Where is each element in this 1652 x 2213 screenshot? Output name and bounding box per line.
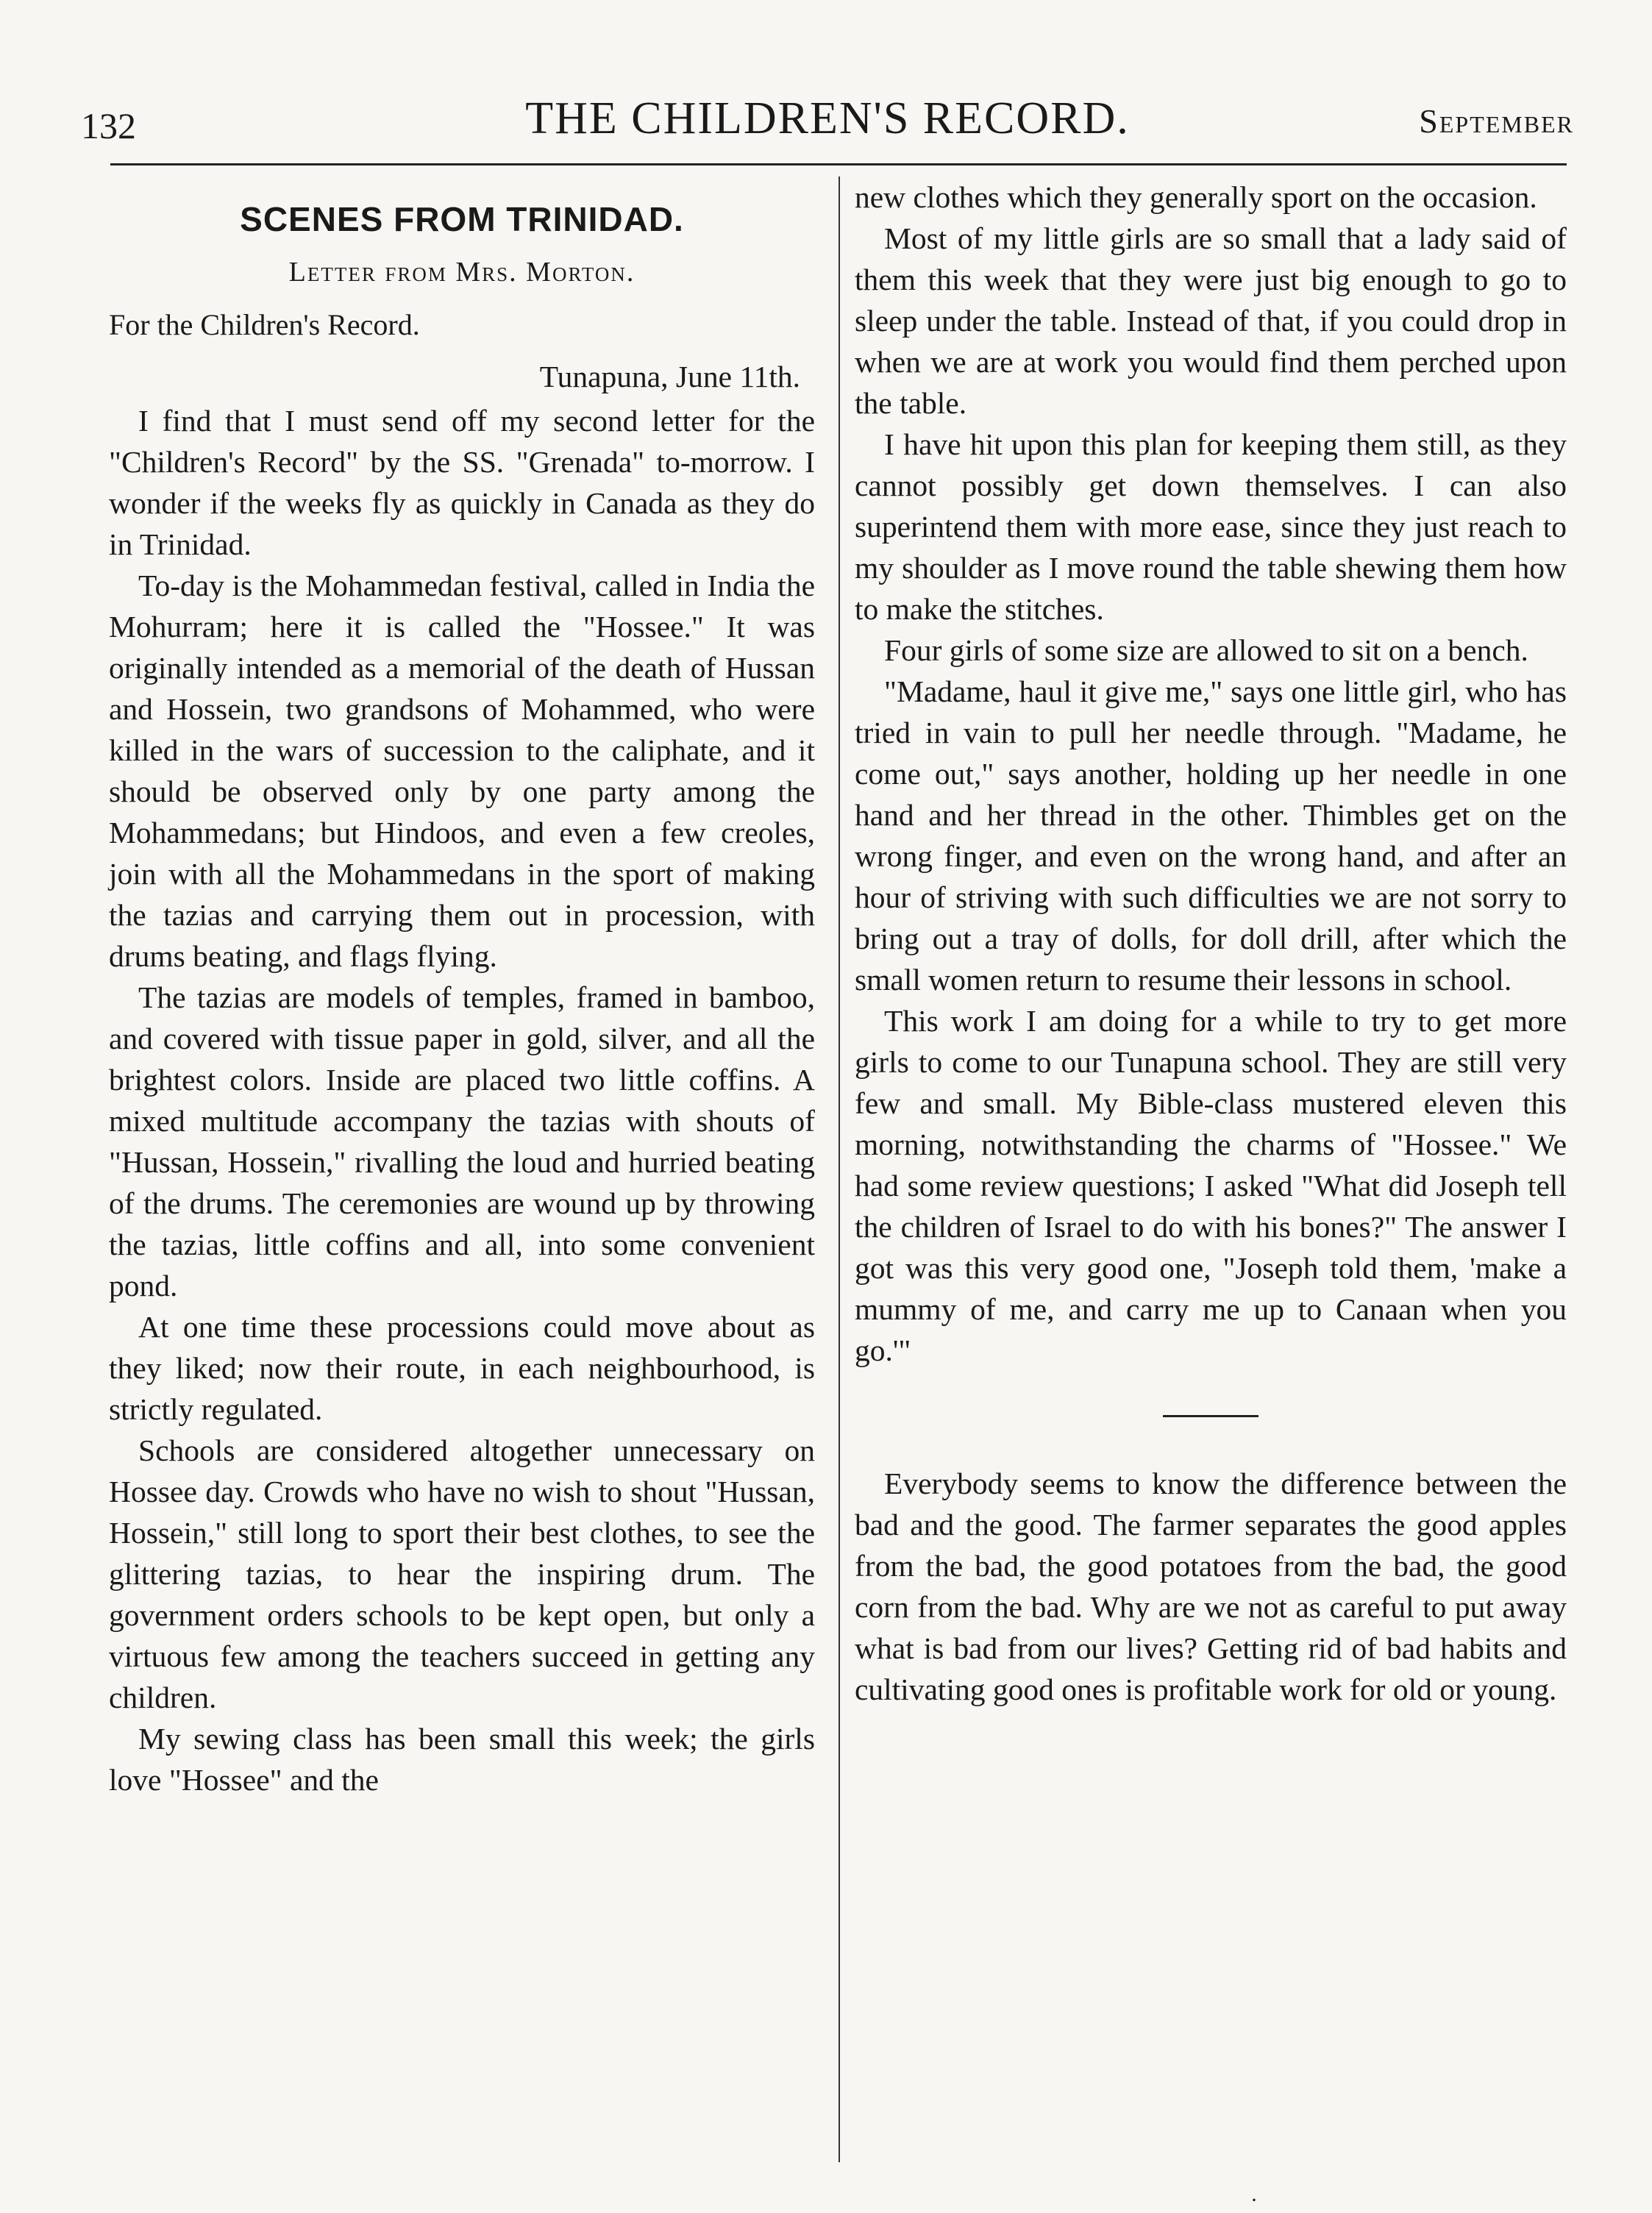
left-column <box>109 184 815 1800</box>
article-byline: Letter from Mrs. Morton. <box>288 257 635 288</box>
article-paragraph: I have hit upon this plan for keeping them still, as they cannot possibly get down themselves. I can also superintend them with more ease, since they just reach to my shoulder as I move round the table shewing them how to make the stitches. <box>855 427 1567 626</box>
article-paragraph: My sewing class has been small this week; the girls love "Hossee" and the <box>109 1722 815 1797</box>
article-paragraph: Schools are considered altogether unnecessary on Hossee day. Crowds who have no wish to shout "Hussan, Hossein," still long to sport their best clothes, to see the glittering tazias, to hear the inspiring drum. The government orders schools to be kept open, but only a virtuous few among the teachers succeed in getting any children. <box>109 1433 815 1714</box>
article-paragraph: Four girls of some size are allowed to sit on a bench. <box>884 633 1528 667</box>
article-title: SCENES FROM TRINIDAD. <box>240 200 684 238</box>
section-divider <box>1163 1415 1258 1417</box>
article-paragraph: This work I am doing for a while to try to get more girls to come to our Tunapuna school. They are still very few and small. My Bible-class mustered eleven this morning, notwithstanding the charms of "Hossee." We had some review questions; I asked "What did Joseph tell the children of Israel to do with his bones?" The answer I got was this very good one, "Joseph told them, 'make a mummy of me, and carry me up to Canaan when you go.'" <box>855 1004 1567 1367</box>
article-paragraph: Most of my little girls are so small that a lady said of them this week that they were just big enough to go to sleep under the table. Instead of that, if you could drop in when we are at work you would find them perched upon the table. <box>855 221 1567 420</box>
page-header <box>81 88 1574 162</box>
article-place-date: Tunapuna, June 11th. <box>539 360 800 393</box>
print-mark: · <box>1250 2188 1258 2212</box>
article-for-line: For the Children's Record. <box>109 308 420 341</box>
second-article-paragraph: Everybody seems to know the difference between the bad and the good. The farmer separates the good apples from the bad, the good potatoes from the bad, the good corn from the bad. Why are we not as careful to put away what is bad from our lives? Getting rid of bad habits and cultivating good ones is profitable work for old or young. <box>855 1467 1567 1706</box>
right-column <box>855 177 1567 1710</box>
article-paragraph: The tazias are models of temples, framed in bamboo, and covered with tissue paper in gold, silver, and all the brightest colors. Inside are placed two little coffins. A mixed multitude accompany the tazias with shouts of "Hussan, Hossein," rivalling the loud and hurried beating of the drums. The ceremonies are wound up by throwing the tazias, little coffins and all, into some convenient pond. <box>109 980 815 1303</box>
article-paragraph: At one time these processions could move about as they liked; now their route, in each neighbourhood, is strictly regulated. <box>109 1310 815 1426</box>
header-rule <box>110 163 1567 165</box>
header-month: September <box>1419 102 1574 140</box>
masthead-title: THE CHILDREN'S RECORD. <box>525 93 1130 143</box>
article-paragraph-continued: new clothes which they generally sport on the occasion. <box>855 180 1537 214</box>
article-paragraph: "Madame, haul it give me," says one little girl, who has tried in vain to pull her needle through. "Madame, he come out," says another, holding up her needle in one hand and her thread in the other. Thimbles get on the wrong finger, and even on the wrong hand, and after an hour of striving with such difficulties we are not sorry to bring out a tray of dolls, for doll drill, after which the small women return to resume their lessons in school. <box>855 674 1567 997</box>
column-divider <box>839 177 840 2162</box>
page-number: 132 <box>81 105 136 146</box>
article-paragraph: I find that I must send off my second letter for the "Children's Record" by the SS. "Grenada" to-morrow. I wonder if the weeks fly as quickly in Canada as they do in Trinidad. <box>109 404 815 561</box>
article-paragraph: To-day is the Mohammedan festival, called in India the Mohurram; here it is called the "Hossee." It was originally intended as a memorial of the death of Hussan and Hossein, two grandsons of Mohammed, who were killed in the wars of succession to the caliphate, and it should be observed only by one party among the Mohammedans; but Hindoos, and even a few creoles, join with all the Mohammedans in the sport of making the tazias and carrying them out in procession, with drums beating, and flags flying. <box>109 569 815 973</box>
